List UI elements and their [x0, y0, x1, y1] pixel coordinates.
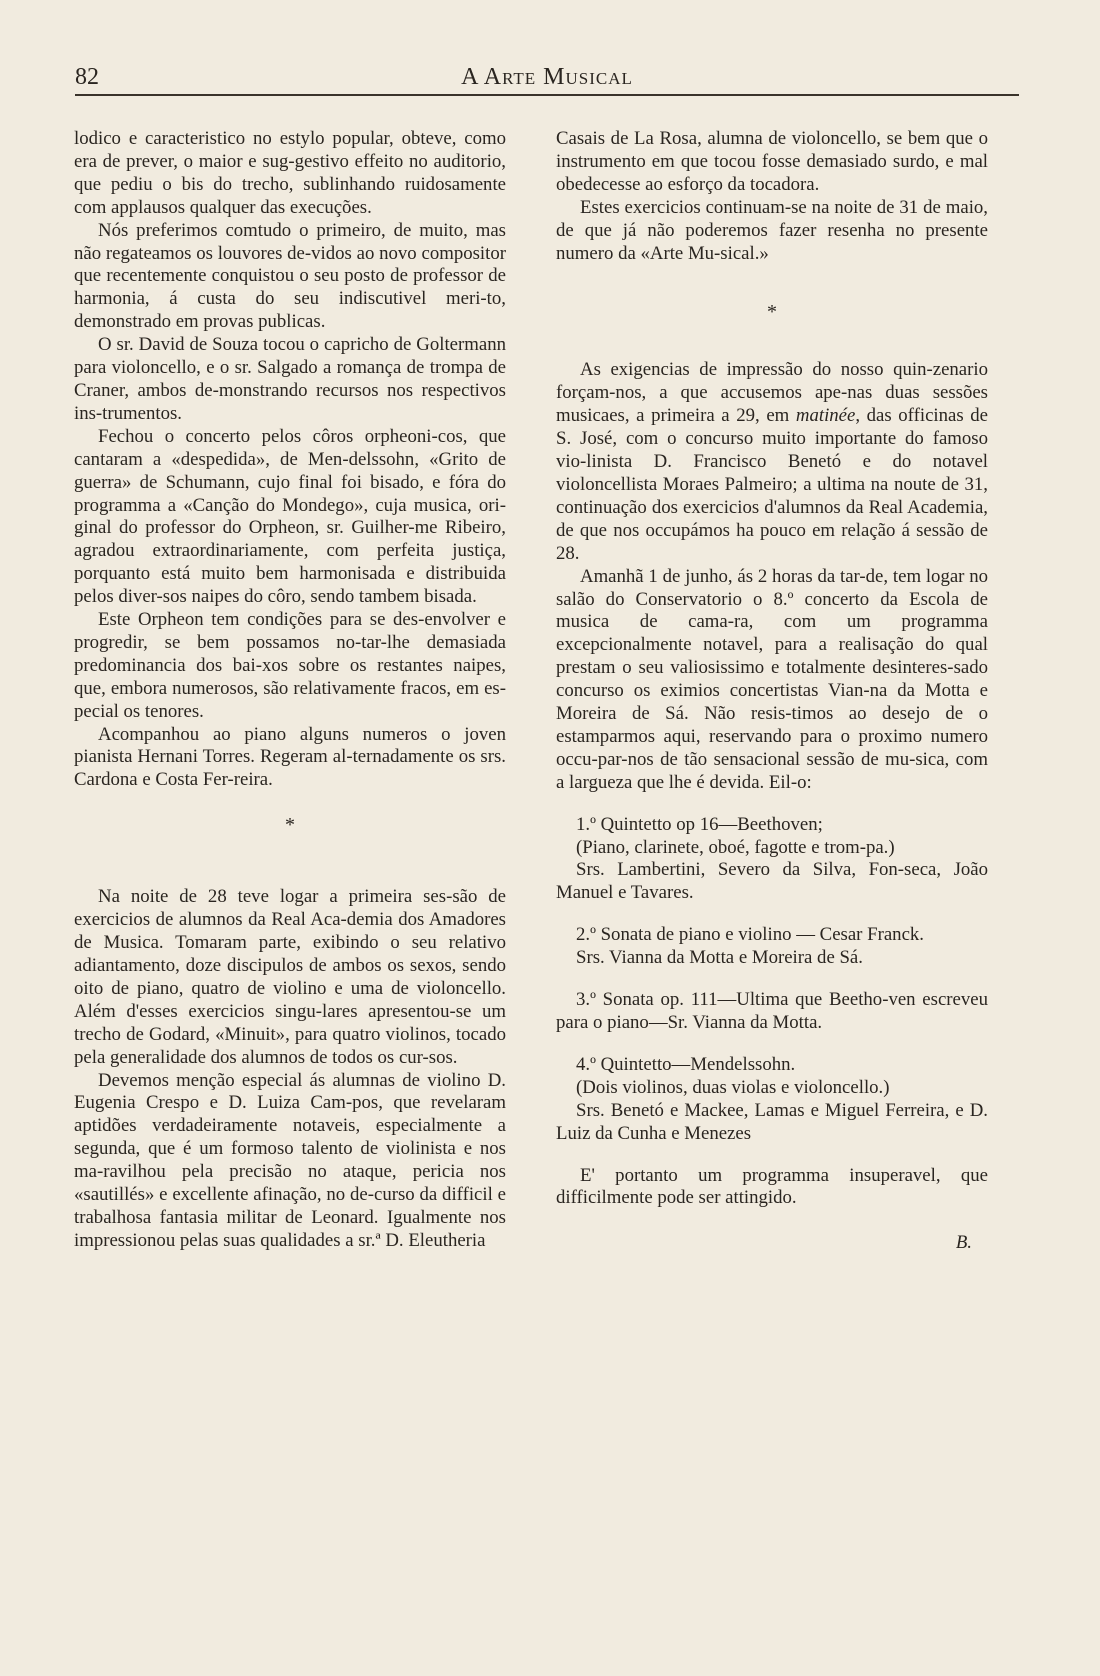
page-header — [75, 62, 1019, 96]
program-item — [556, 989, 988, 1035]
paragraph: Amanhã 1 de junho, ás 2 horas da tar-de, tem logar no salão do Conservatorio o 8.º concerto da Escola de musica de cama-ra, com um programma excepcionalmente notavel, para a realisação do qual prestam o seu valiosissimo e totalmente desinteres-sado concurso os eximios concertistas Vian-na da Motta e Moreira de Sá. Não resis-timos ao desejo de o estamparmos aqui, reservando para o proximo numero occu-par-nos de tão sensacional sessão de mu-sica, com a largueza que lhe é devida. Eil-o: — [556, 565, 988, 793]
section-separator: * — [767, 301, 777, 324]
paragraph: Acompanhou ao piano alguns numeros o joven pianista Hernani Torres. Regeram al-ternadamente os srs. Cardona e Costa Fer-reira. — [74, 723, 506, 791]
program-item-title: 4.º Quintetto—Mendelssohn. — [576, 1053, 796, 1075]
program-item — [556, 924, 988, 970]
paragraph: lodico e caracteristico no estylo popular, obteve, como era de prever, o maior e sug-gestivo effeito no auditorio, que pediu o bis do trecho, sublinhando ruidosamente com applausos qualquer das execuções. — [74, 128, 506, 218]
paragraph: Este Orpheon tem condições para se des-envolver e progredir, se bem possamos no-tar-lhe demasiada predominancia dos bai-xos sobre os restantes naipes, que, embora numerosos, são relativamente fracos, em es-pecial os tenores. — [74, 609, 506, 722]
emphasis: matinée — [795, 405, 856, 427]
running-title: A Arte Musical — [461, 64, 633, 90]
program-item — [556, 814, 988, 906]
paragraph-text: As exigencias de impressão do nosso quin-zenario forçam-nos, a que accusemos ape-nas duas sessões musicaes, a primeira a 29, em — [556, 359, 988, 427]
paragraph: Devemos menção especial ás alumnas de violino D. Eugenia Crespo e D. Luiza Cam-pos, que revelaram aptidões verdadeiramente notaveis, especialmente a segunda, que é um formoso talento de violinista e nos ma-ravilhou pela precisão no ataque, pericia nos «sautillés» e excellente afinação, no de-curso da difficil e trabalhosa fantasia militar de Leonard. Igualmente nos impressionou pelas suas qualidades a sr.ª D. Eleutheria — [74, 1069, 506, 1251]
paragraph: Estes exercicios continuam-se na noite de 31 de maio, de que já não poderemos fazer resenha no presente numero da «Arte Mu-sical.» — [556, 196, 988, 264]
program-item — [556, 1054, 988, 1146]
right-column — [556, 128, 988, 1255]
program-item-performers: Srs. Benetó e Mackee, Lamas e Miguel Ferreira, e D. Luiz da Cunha e Menezes — [556, 1099, 988, 1144]
program-item-performers: Srs. Vianna da Motta e Moreira de Sá. — [576, 947, 863, 969]
program-item-detail: (Piano, clarinete, oboé, fagotte e trom-pa.) — [576, 836, 895, 858]
paragraph-text: , das officinas de S. José, com o concurso muito importante do famoso vio-linista D. Francisco Benetó e do notavel violoncellista Moraes Palmeiro; a ultima na noute de 31, continuação dos exercicios d'alumnos da Real Academia, de que nos occupámos ha pouco em relação á sessão de 28. — [556, 405, 988, 564]
author-signature: B. — [955, 1232, 972, 1254]
program-item-title: 2.º Sonata de piano e violino — Cesar Franck. — [576, 924, 924, 946]
left-column — [74, 128, 506, 1253]
program-item-performers: Srs. Lambertini, Severo da Silva, Fon-seca, João Manuel e Tavares. — [556, 859, 988, 904]
paragraph — [556, 359, 988, 565]
program-item-title: 3.º Sonata op. 111—Ultima que Beetho-ven escreveu para o piano—Sr. Vianna da Motta. — [556, 989, 988, 1033]
paragraph: O sr. David de Souza tocou o capricho de Goltermann para violoncello, e o sr. Salgado a romança de trompa de Craner, ambos de-monstrando recursos nos respectivos ins-trumentos. — [74, 334, 506, 424]
page-number: 82 — [75, 64, 99, 90]
program-item-detail: (Dois violinos, duas violas e violoncello.) — [576, 1076, 890, 1098]
paragraph: Fechou o concerto pelos côros orpheoni-cos, que cantaram a «despedida», de Men-delssohn, «Grito de guerra» de Schumann, cujo final foi bisado, e fóra do programma a «Canção do Mondego», cuja musica, ori-ginal do professor do Orpheon, sr. Guilher-me Ribeiro, agradou extraordinariamente, com perfeita justiça, porquanto está muito bem harmonisada e distribuida pelos diver-sos naipes do côro, sendo tambem bisada. — [74, 425, 506, 608]
paragraph: Casais de La Rosa, alumna de violoncello, se bem que o instrumento em que tocou fosse demasiado surdo, e mal obedecesse ao esforço da tocadora. — [556, 128, 988, 195]
paragraph: Na noite de 28 teve logar a primeira ses-são de exercicios de alumnos da Real Aca-demia dos Amadores de Musica. Tomaram parte, exibindo o seu relativo adiantamento, doze discipulos de ambos os sexos, sendo oito de piano, quatro de violino e uma de violoncello. Além d'esses exercicios singu-lares apresentou-se um trecho de Godard, «Minuit», para quatro violinos, tocado pela generalidade dos alumnos de todos os cur-sos. — [74, 886, 506, 1068]
section-separator: * — [285, 814, 295, 837]
paragraph: Nós preferimos comtudo o primeiro, de muito, mas não regateamos os louvores de-vidos ao novo compositor que recentemente conquistou o seu posto de professor de harmonia, á custa do seu indiscutivel meri-to, demonstrado em provas publicas. — [74, 219, 506, 333]
closing-paragraph: E' portanto um programma insuperavel, que difficilmente pode ser attingido. — [556, 1164, 988, 1209]
program-item-title: 1.º Quintetto op 16—Beethoven; — [576, 813, 823, 835]
